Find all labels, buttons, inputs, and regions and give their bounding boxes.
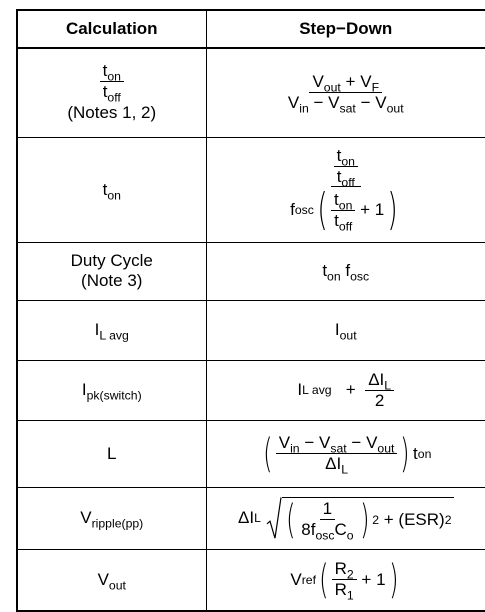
formula-cell-ton-toff <box>206 48 485 137</box>
calc-cell-ton: $t_{on}$ <box>17 137 206 242</box>
formula-cell-vripple: Δ I L ( $\frac{1}{8f_{osc}C_o}$ ) 2 + (ESR) 2 <box>206 487 485 549</box>
formula-cell-l: ( $\frac{V_{in} - V_{sat} - V_{out}}{\Delta I_L}$ ) t on <box>206 420 485 487</box>
formula-cell-il-avg: $I_{out}$ <box>206 300 485 360</box>
calc-cell-vout: $V_{out}$ <box>17 549 206 611</box>
formula-cell-vout: V ref ( $\frac{R_2}{R_1}$ + 1 ) <box>206 549 485 611</box>
table-row <box>17 137 485 242</box>
square-root: ( $\frac{1}{8f_{osc}C_o}$ ) 2 + (ESR) 2 <box>266 497 454 540</box>
ton-toff-formula: $\frac{V_{out} + V_F}{V_{in} - V_{sat} - V_{out}}$ <box>287 72 404 116</box>
table-row <box>17 360 485 420</box>
ton-formula: $\frac{t_{on}}{t_{off}}$ f osc ( $\frac{t_{on}}{t_{off}}$ + 1 ) <box>290 145 398 236</box>
notes-label: (Notes 1, 2) <box>67 103 157 123</box>
table-row <box>17 549 485 611</box>
calc-cell-ipk-switch: $I_{pk(switch)}$ <box>17 360 206 420</box>
table-row <box>17 242 485 300</box>
table-row <box>17 420 485 487</box>
table-row <box>17 48 485 137</box>
table-row <box>17 487 485 549</box>
calc-cell-l: L <box>17 420 206 487</box>
ton-toff-fraction: $\frac{t_{on}}{t_{off}}$ <box>100 62 124 101</box>
header-calculation: Calculation <box>17 10 206 48</box>
calc-cell-vripple: $V_{ripple(pp)}$ <box>17 487 206 549</box>
table-header-row <box>17 10 485 48</box>
header-step-down: Step−Down <box>206 10 485 48</box>
radical-sign-icon <box>266 497 282 540</box>
formula-cell-ipk-switch: I L avg + $\frac{\Delta I_L}{2}$ <box>206 360 485 420</box>
calc-cell-duty-cycle: Duty Cycle (Note 3) <box>17 242 206 300</box>
formula-cell-ton <box>206 137 485 242</box>
table-row <box>17 300 485 360</box>
calc-cell-ton-toff <box>17 48 206 137</box>
calculation-table <box>16 9 485 612</box>
calc-cell-il-avg: $I_{L avg}$ <box>17 300 206 360</box>
formula-cell-duty-cycle: $t_{on}$ $f_{osc}$ <box>206 242 485 300</box>
